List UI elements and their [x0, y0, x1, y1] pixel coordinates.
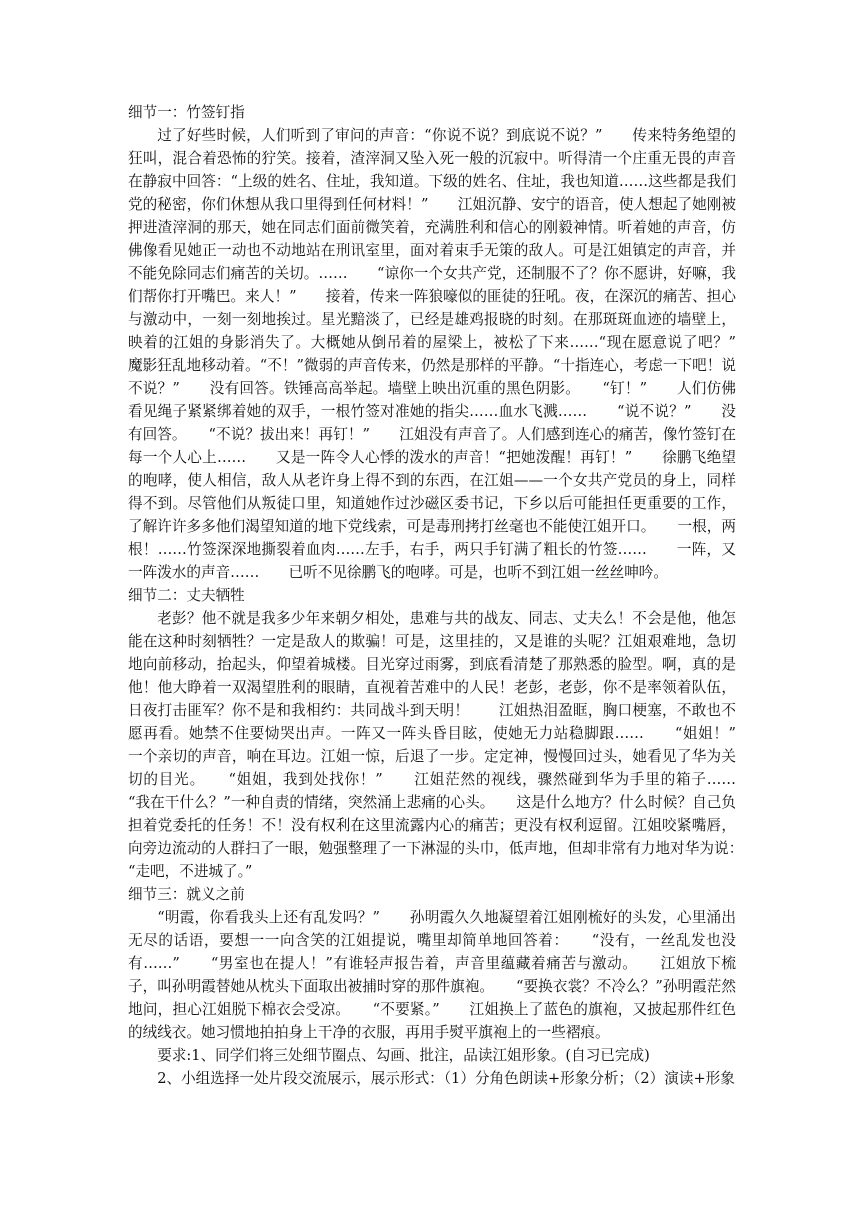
section-heading: 细节二：丈夫牺牲: [128, 587, 245, 604]
section-heading: 细节一：竹签钉指: [128, 104, 245, 121]
document-page: [128, 101, 766, 1090]
section-heading: 细节三：就义之前: [128, 886, 245, 903]
section-paragraph: 过了好些时候，人们听到了审问的声音：“你说不说？到底说不说？” 传来特务绝望的狂叫，混合着恐怖的狞笑。接着，渣滓洞又坠入死一般的沉寂中。听得清一个庄重无畏的声音在静寂中回答：“上级的姓名、住址，我知道。下级的姓名、住址，我也知道……这些都是我们党的秘密，你们休想从我口里得到任何材料！” 江姐沉静、安宁的语音，使人想起了她刚被押进渣滓洞的那天，她在同志们面前微笑着，充满胜利和信心的刚毅神情。听着她的声音，仿佛像看见她正一动也不动地站在刑讯室里，面对着束手无策的敌人。可是江姐镇定的声音，并不能免除同志们痛苦的关切。…… “谅你一个女共产党，还制服不了？你不愿讲，好嘛，我们帮你打开嘴巴。来人！” 接着，传来一阵狼嚎似的匪徒的狂吼。夜，在深沉的痛苦、担心与激动中，一刻一刻地挨过。星光黯淡了，已经是雄鸡报晓的时刻。在那斑斑血迹的墙壁上，映着的江姐的身影消失了。大概她从倒吊着的屋梁上，被松了下来……“现在愿意说了吧？” 魔影狂乱地移动着。“不！”微弱的声音传来，仍然是那样的平静。“十指连心，考虑一下吧！说不说？” 没有回答。铁锤高高举起。墙壁上映出沉重的黑色阴影。 “钉！” 人们仿佛看见绳子紧紧绑着她的双手，一根竹签对准她的指尖……血水飞溅…… “说不说？” 没有回答。 “不说？拔出来！再钉！” 江姐没有声音了。人们感到连心的痛苦，像竹签钉在每一个人心上…… 又是一阵令人心悸的泼水的声音！“把她泼醒！再钉！” 徐鹏飞绝望的咆哮，使人相信，敌人从老许身上得不到的东西，在江姐——一个女共产党员的身上，同样得不到。尽管他们从叛徒口里，知道她作过沙磁区委书记，下乡以后可能担任更重要的工作，了解许许多多他们渴望知道的地下党线索，可是毒刑拷打丝毫也不能使江姐开口。 一根，两根！……竹签深深地撕裂着血肉……左手，右手，两只手钉满了粗长的竹签…… 一阵，又一阵泼水的声音…… 已听不见徐鹏飞的咆哮。可是，也听不到江姐一丝丝呻吟。: [128, 127, 766, 581]
requirement-line: 2、小组选择一处片段交流展示，展示形式：（1）分角色朗读+形象分析；（2）演读+形象: [157, 1070, 735, 1087]
requirement-line: 要求:1、同学们将三处细节圈点、勾画、批注，品读江姐形象。(自习已完成): [157, 1047, 650, 1064]
section-paragraph: “明霞，你看我头上还有乱发吗？” 孙明霞久久地凝望着江姐刚梳好的头发，心里涌出无尽的话语，要想一一向含笑的江姐提说，嘴里却简单地回答着： “没有，一丝乱发也没有……” “男室也在提人！”有谁轻声报告着，声音里蕴藏着痛苦与激动。 江姐放下梳子，叫孙明霞替她从枕头下面取出被捕时穿的那件旗袍。 “要换衣裳？不冷么？”孙明霞茫然地问，担心江姐脱下棉衣会受凉。 “不要紧。” 江姐换上了蓝色的旗袍，又披起那件红色的绒线衣。她习惯地拍拍身上干净的衣服，再用手熨平旗袍上的一些褶痕。: [128, 909, 736, 1041]
section-paragraph: 老彭？他不就是我多少年来朝夕相处，患难与共的战友、同志、丈夫么！不会是他，他怎能在这种时刻牺牲？一定是敌人的欺骗！可是，这里挂的，又是谁的头呢？江姐艰难地，急切地向前移动，抬起头，仰望着城楼。目光穿过雨雾，到底看清楚了那熟悉的脸型。啊，真的是他！他大睁着一双渴望胜利的眼睛，直视着苦难中的人民！老彭，老彭，你不是率领着队伍，日夜打击匪军？你不是和我相约：共同战斗到天明！ 江姐热泪盈眶，胸口梗塞，不敢也不愿再看。她禁不住要恸哭出声。一阵又一阵头昏目眩，使她无力站稳脚跟…… “姐姐！” 一个亲切的声音，响在耳边。江姐一惊，后退了一步。定定神，慢慢回过头，她看见了华为关切的目光。 “姐姐，我到处找你！” 江姐茫然的视线，骤然碰到华为手里的箱子…… “我在干什么？”一种自责的情绪，突然涌上悲痛的心头。 这是什么地方？什么时候？自己负担着党委托的任务！不！没有权利在这里流露内心的痛苦；更没有权利逗留。江姐咬紧嘴唇，向旁边流动的人群扫了一眼，勉强整理了一下淋湿的头巾，低声地，但却非常有力地对华为说： “走吧，不进城了。”: [128, 610, 766, 880]
